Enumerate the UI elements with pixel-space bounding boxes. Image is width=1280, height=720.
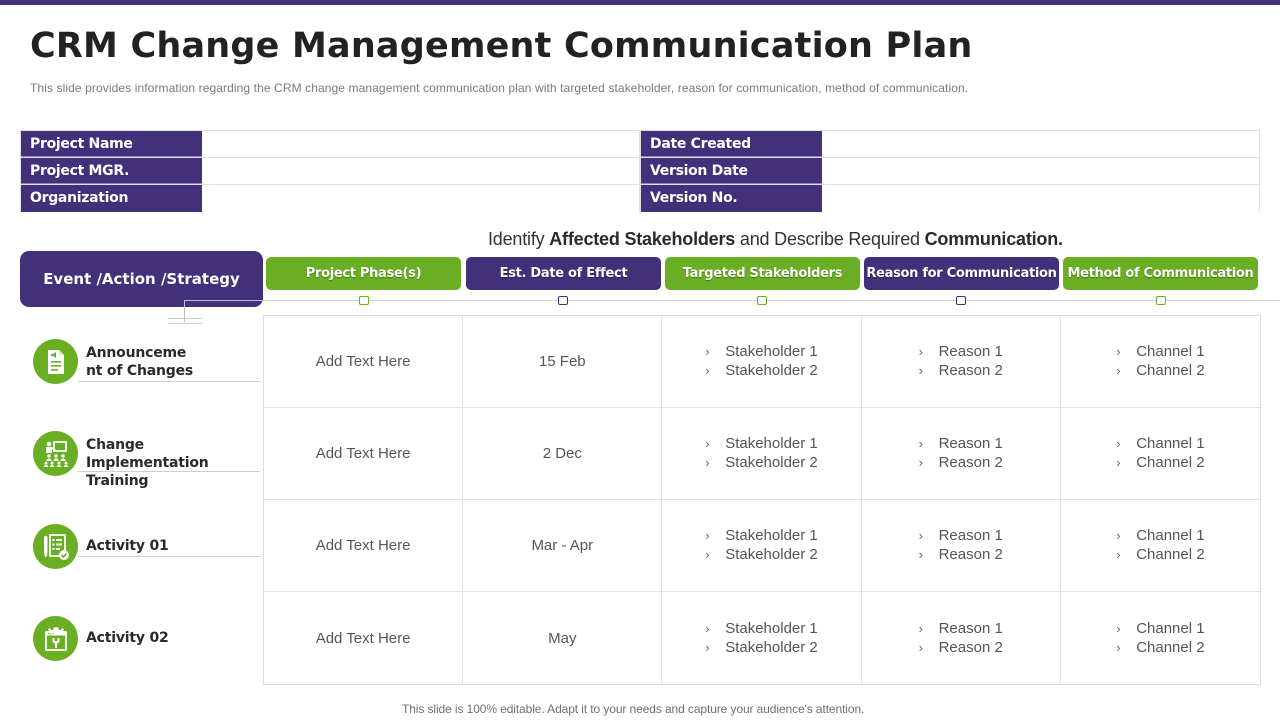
- chevron-right-icon: ›: [1116, 639, 1121, 655]
- stakeholders-cell[interactable]: [662, 592, 861, 684]
- reason-item: Reason 1: [938, 343, 1003, 360]
- column-header-targeted-stakeholders: Targeted Stakeholders: [665, 257, 860, 290]
- chevron-right-icon: ›: [1116, 363, 1121, 378]
- training-presentation-icon: [33, 431, 78, 476]
- chevron-right-icon: ›: [705, 455, 710, 470]
- stakeholder-item: Stakeholder 2: [725, 454, 818, 471]
- event-item-activity-01: [33, 524, 263, 570]
- reason-item: Reason 1: [938, 435, 1003, 452]
- connector-node: [757, 296, 767, 305]
- info-row-organization: [21, 185, 639, 212]
- event-item-training: [33, 431, 263, 489]
- channels-cell[interactable]: [1061, 592, 1260, 684]
- chevron-right-icon: ›: [918, 620, 923, 636]
- connector-node: [359, 296, 369, 305]
- chevron-right-icon: ›: [705, 363, 710, 378]
- page-subtitle: This slide provides information regarding the CRM change management communication plan with targeted stakeholder, reason for communication, method of communication.: [30, 81, 969, 95]
- project-mgr-field[interactable]: [202, 158, 639, 184]
- chevron-right-icon: ›: [918, 639, 923, 655]
- date-cell[interactable]: 15 Feb: [463, 316, 662, 408]
- event-label-line: Change: [86, 437, 144, 453]
- reasons-cell[interactable]: [862, 500, 1061, 592]
- chevron-right-icon: ›: [705, 344, 710, 359]
- organization-field[interactable]: [202, 185, 639, 212]
- connector-node: [1156, 296, 1166, 305]
- stakeholder-item: Stakeholder 2: [725, 362, 818, 379]
- project-name-field[interactable]: [202, 131, 639, 157]
- communication-plan-grid: [263, 315, 1261, 685]
- reason-item: Reason 2: [938, 638, 1003, 656]
- info-label: Project Name: [21, 131, 202, 157]
- stakeholder-item: Stakeholder 1: [725, 435, 818, 452]
- connector-line: [168, 323, 202, 324]
- phase-cell[interactable]: Add Text Here: [264, 316, 463, 408]
- channels-cell[interactable]: [1061, 316, 1260, 408]
- chevron-right-icon: ›: [918, 547, 923, 562]
- project-info-table-left: [20, 130, 640, 212]
- date-created-field[interactable]: [822, 131, 1259, 157]
- chevron-right-icon: ›: [1116, 528, 1121, 543]
- chevron-right-icon: ›: [1116, 620, 1121, 636]
- page-title: CRM Change Management Communication Plan: [30, 26, 973, 66]
- channel-item: Channel 2: [1136, 362, 1205, 379]
- divider: [78, 381, 260, 382]
- chevron-right-icon: ›: [705, 620, 710, 636]
- divider: [78, 556, 260, 557]
- version-no-field[interactable]: [822, 185, 1259, 212]
- stakeholders-cell[interactable]: [662, 408, 861, 500]
- stakeholder-item: Stakeholder 2: [725, 638, 818, 656]
- stakeholder-item: Stakeholder 1: [725, 343, 818, 360]
- version-date-field[interactable]: [822, 158, 1259, 184]
- chevron-right-icon: ›: [918, 344, 923, 359]
- date-cell[interactable]: 2 Dec: [463, 408, 662, 500]
- phase-cell[interactable]: Add Text Here: [264, 500, 463, 592]
- connector-line: [184, 300, 264, 301]
- connector-line: [168, 318, 202, 319]
- section-heading: [488, 229, 1063, 250]
- heading-bold-text: Communication.: [924, 229, 1063, 249]
- phase-cell[interactable]: Add Text Here: [264, 408, 463, 500]
- column-header-project-phase: Project Phase(s): [266, 257, 461, 290]
- event-label: [86, 344, 193, 380]
- stakeholders-cell[interactable]: [662, 500, 861, 592]
- channels-cell[interactable]: [1061, 408, 1260, 500]
- info-row-project-name: [21, 131, 639, 158]
- reason-item: Reason 1: [938, 527, 1003, 544]
- event-label-line: Announceme: [86, 345, 187, 361]
- chevron-right-icon: ›: [705, 639, 710, 655]
- event-label: Activity 02: [86, 630, 169, 646]
- heading-bold-text: Affected Stakeholders: [549, 229, 736, 249]
- chevron-right-icon: ›: [1116, 547, 1121, 562]
- info-label: Organization: [21, 185, 202, 212]
- channel-item: Channel 1: [1136, 619, 1205, 637]
- event-item-activity-02: [33, 616, 263, 662]
- reason-item: Reason 2: [938, 546, 1003, 563]
- event-action-strategy-header: Event /Action /Strategy: [20, 251, 263, 307]
- column-header-est-date: Est. Date of Effect: [466, 257, 661, 290]
- info-row-version-date: [641, 158, 1259, 185]
- heading-text: and Describe Required: [735, 229, 925, 249]
- chevron-right-icon: ›: [918, 436, 923, 451]
- chevron-right-icon: ›: [705, 547, 710, 562]
- channel-item: Channel 1: [1136, 435, 1205, 452]
- info-row-date-created: [641, 131, 1259, 158]
- chevron-right-icon: ›: [918, 363, 923, 378]
- channel-item: Channel 2: [1136, 454, 1205, 471]
- project-info-table-right: [640, 130, 1260, 212]
- reasons-cell[interactable]: [862, 408, 1061, 500]
- chevron-right-icon: ›: [1116, 455, 1121, 470]
- stakeholder-item: Stakeholder 1: [725, 619, 818, 637]
- footer-note: This slide is 100% editable. Adapt it to your needs and capture your audience's attention.: [402, 702, 865, 716]
- date-cell[interactable]: May: [463, 592, 662, 684]
- chevron-right-icon: ›: [918, 455, 923, 470]
- channel-item: Channel 2: [1136, 638, 1205, 656]
- channel-item: Channel 2: [1136, 546, 1205, 563]
- info-row-project-mgr: [21, 158, 639, 185]
- reason-item: Reason 2: [938, 454, 1003, 471]
- column-header-reason: Reason for Communication: [864, 257, 1059, 290]
- chevron-right-icon: ›: [918, 528, 923, 543]
- channel-item: Channel 1: [1136, 527, 1205, 544]
- phase-cell[interactable]: Add Text Here: [264, 592, 463, 684]
- stakeholder-item: Stakeholder 2: [725, 546, 818, 563]
- chevron-right-icon: ›: [705, 436, 710, 451]
- stakeholders-cell[interactable]: [662, 316, 861, 408]
- info-label: Version Date: [641, 158, 822, 184]
- chevron-right-icon: ›: [1116, 344, 1121, 359]
- event-label: [86, 436, 263, 490]
- reason-item: Reason 1: [938, 619, 1003, 637]
- connector-line: [263, 300, 1280, 301]
- event-label: Activity 01: [86, 538, 169, 554]
- channels-cell[interactable]: [1061, 500, 1260, 592]
- channel-item: Channel 1: [1136, 343, 1205, 360]
- event-item-announcement: [33, 339, 263, 385]
- info-label: Version No.: [641, 185, 822, 212]
- chevron-right-icon: ›: [705, 528, 710, 543]
- info-label: Project MGR.: [21, 158, 202, 184]
- announcement-document-icon: [33, 339, 78, 384]
- event-label-line: Implementation Training: [86, 455, 209, 489]
- heading-text: Identify: [488, 229, 550, 249]
- reasons-cell[interactable]: [862, 592, 1061, 684]
- reason-item: Reason 2: [938, 362, 1003, 379]
- date-cell[interactable]: Mar - Apr: [463, 500, 662, 592]
- connector-node: [558, 296, 568, 305]
- info-row-version-no: [641, 185, 1259, 212]
- connector-node: [956, 296, 966, 305]
- checklist-icon: [33, 524, 78, 569]
- chevron-right-icon: ›: [1116, 436, 1121, 451]
- top-accent-bar: [0, 0, 1280, 5]
- event-label-line: nt of Changes: [86, 363, 194, 379]
- reasons-cell[interactable]: [862, 316, 1061, 408]
- info-label: Date Created: [641, 131, 822, 157]
- stakeholder-item: Stakeholder 1: [725, 527, 818, 544]
- divider: [78, 471, 260, 472]
- column-header-method: Method of Communication: [1063, 257, 1258, 290]
- settings-tool-window-icon: [33, 616, 78, 661]
